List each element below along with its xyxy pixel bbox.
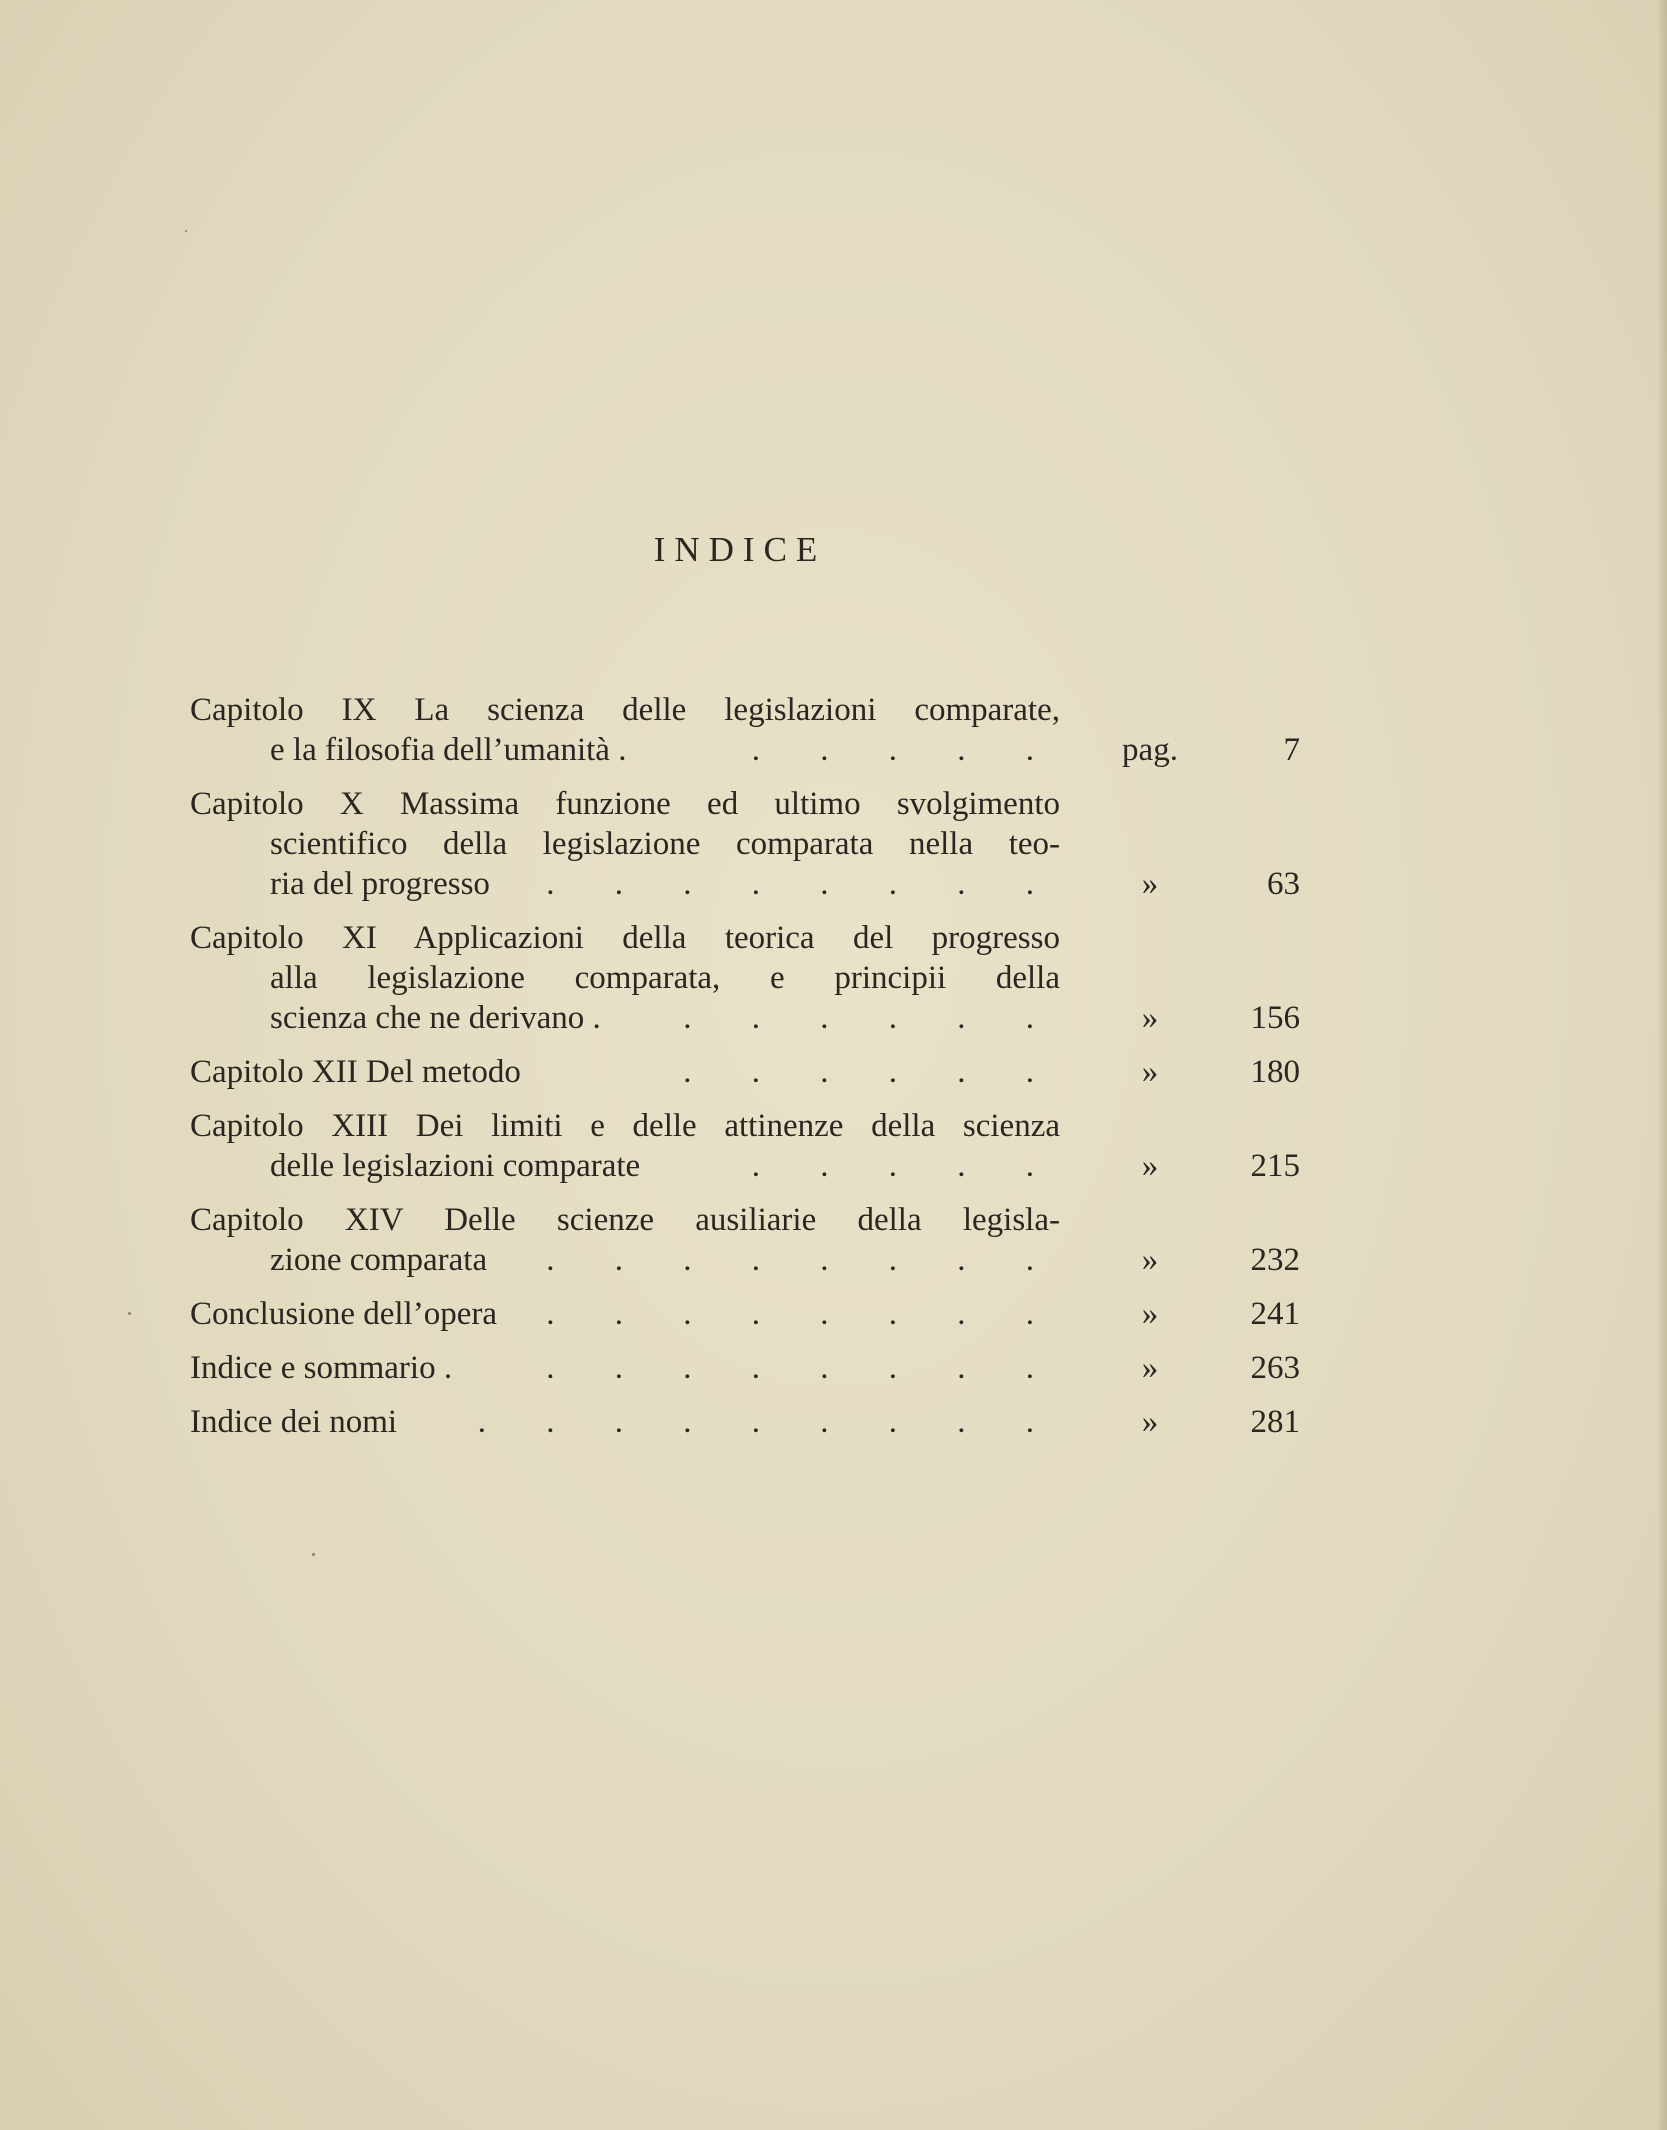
dot-leader: . . . . . . . .	[546, 1350, 1060, 1386]
page-number: 7	[1283, 732, 1300, 768]
page-ref-label: »	[1141, 1296, 1159, 1332]
toc-entry-text: Capitolo IX La scienza delle legislazioni comparate,	[190, 692, 1060, 728]
page-ref-label: »	[1141, 1054, 1159, 1090]
toc-entry-text: scienza che ne derivano .	[270, 1000, 601, 1036]
paper-speck	[312, 1553, 315, 1556]
page-ref-label: »	[1141, 1242, 1159, 1278]
page-ref-label: »	[1141, 1148, 1159, 1184]
toc-entry-text: Indice e sommario .	[190, 1350, 453, 1386]
toc-entry-text: Conclusione dell’opera	[190, 1296, 497, 1332]
page-title: INDICE	[653, 530, 827, 569]
page-ref-label: pag.	[1122, 732, 1178, 768]
toc-entry-text: Capitolo XII Del metodo	[190, 1054, 521, 1090]
toc-entry-text: Capitolo XIII Dei limiti e delle attinenze della scienza	[190, 1108, 1060, 1144]
toc-entry-text: Capitolo X Massima funzione ed ultimo svolgimento	[190, 786, 1060, 822]
toc-entry[interactable]	[190, 1402, 1340, 1442]
toc-entry[interactable]	[190, 1200, 1340, 1280]
toc-entry-text: delle legislazioni comparate	[270, 1148, 641, 1184]
page-number: 215	[1250, 1148, 1300, 1184]
toc-entry[interactable]	[190, 1294, 1340, 1334]
page-number: 281	[1250, 1404, 1300, 1440]
dot-leader: . . . . . . . . .	[477, 1404, 1060, 1440]
page-number: 232	[1250, 1242, 1300, 1278]
toc-entry-text: Capitolo XIV Delle scienze ausiliarie della legisla-	[190, 1202, 1060, 1238]
toc-entry-text: Capitolo XI Applicazioni della teorica del progresso	[190, 920, 1060, 956]
toc-entry-text: Indice dei nomi	[190, 1404, 398, 1440]
table-of-contents	[190, 690, 1340, 1456]
toc-entry-text: alla legislazione comparata, e principii della	[270, 960, 1060, 996]
dot-leader: . . . . . . . .	[546, 1242, 1060, 1278]
toc-entry-text: zione comparata	[270, 1242, 488, 1278]
toc-entry-text: e la filosofia dell’umanità .	[270, 732, 627, 768]
toc-entry[interactable]	[190, 690, 1340, 770]
page-number: 241	[1250, 1296, 1300, 1332]
paper-speck	[185, 230, 187, 232]
page-edge-shadow	[1657, 0, 1667, 2130]
toc-entry[interactable]	[190, 918, 1340, 1038]
toc-entry[interactable]	[190, 1106, 1340, 1186]
page-number: 180	[1250, 1054, 1300, 1090]
page-ref-label: »	[1141, 1350, 1159, 1386]
paper-speck	[128, 1312, 131, 1315]
toc-entry[interactable]	[190, 1348, 1340, 1388]
dot-leader: . . . . .	[751, 1148, 1060, 1184]
toc-entry[interactable]	[190, 1052, 1340, 1092]
dot-leader: . . . . . .	[683, 1000, 1060, 1036]
page-ref-label: »	[1141, 1404, 1159, 1440]
dot-leader: . . . . . . . .	[546, 866, 1060, 902]
dot-leader: . . . . . . . .	[546, 1296, 1060, 1332]
page-number: 63	[1267, 866, 1300, 902]
toc-entry[interactable]	[190, 784, 1340, 904]
toc-entry-text: ria del progresso	[270, 866, 490, 902]
toc-entry-text: scientifico della legislazione comparata nella teo-	[270, 826, 1060, 862]
page-number: 156	[1250, 1000, 1300, 1036]
page-ref-label: »	[1141, 866, 1159, 902]
page-number: 263	[1250, 1350, 1300, 1386]
page-ref-label: »	[1141, 1000, 1159, 1036]
dot-leader: . . . . . .	[683, 1054, 1060, 1090]
dot-leader: . . . . .	[751, 732, 1060, 768]
